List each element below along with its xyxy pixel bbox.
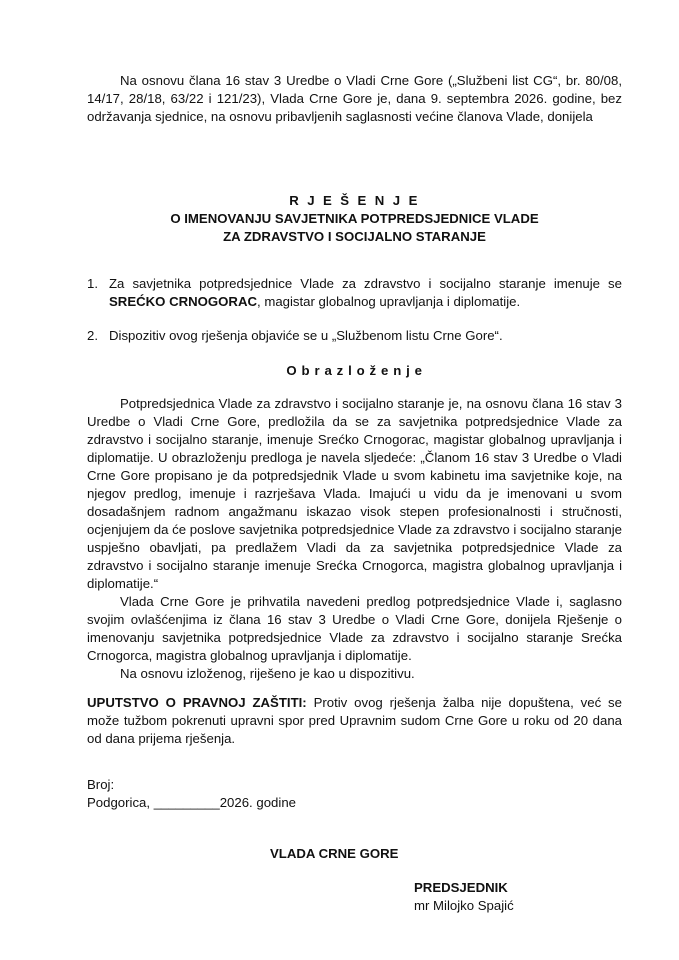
signatory-name: mr Milojko Spajić (414, 898, 514, 913)
legal-remedy (87, 694, 622, 748)
intro-paragraph (87, 72, 622, 126)
list-item-text-end: , magistar globalnog upravljanja i diplomatije. (257, 294, 521, 309)
government-signature: VLADA CRNE GORE (270, 846, 399, 861)
signatory-role: PREDSJEDNIK (414, 880, 508, 895)
reasoning-body (87, 395, 622, 683)
list-item-text: Za savjetnika potpredsjednice Vlade za zdravstvo i socijalno staranje imenuje se (109, 276, 622, 291)
disposition-list-2 (87, 327, 622, 345)
place-date: Podgorica, _________2026. godine (87, 795, 296, 810)
reasoning-paragraph: Na osnovu izloženog, riješeno je kao u dispozitivu. (120, 666, 415, 681)
document-title: R J E Š E N J E (289, 193, 420, 208)
document-subtitle-line2: ZA ZDRAVSTVO I SOCIJALNO STARANJE (223, 229, 486, 244)
appointee-name: SREĆKO CRNOGORAC (109, 294, 257, 309)
list-item-number: 1. (87, 276, 98, 291)
legal-remedy-label: UPUTSTVO O PRAVNOJ ZAŠTITI: (87, 695, 307, 710)
list-item (87, 327, 622, 345)
document-number: Broj: (87, 777, 115, 792)
reasoning-heading: O b r a z l o ž e n j e (286, 363, 423, 378)
reasoning-paragraph: Vlada Crne Gore je prihvatila navedeni predlog potpredsjednice Vlade i, saglasno svojim ovlašćenjima iz člana 16 stav 3 Uredbe o Vladi Crne Gore, donijela Rješenje o imenovanju savjetnika potpredsjednice Vlade za zdravstvo i socijalno staranje Srećka Crnogorca, magistra globalnog upravljanja i diplomatije. (87, 594, 622, 663)
list-item-number: 2. (87, 328, 98, 343)
disposition-list (87, 275, 622, 311)
list-item (87, 275, 622, 311)
legal-remedy-paragraph (87, 694, 622, 748)
reasoning-paragraph: Potpredsjednica Vlade za zdravstvo i socijalno staranje je, na osnovu člana 16 stav 3 Uredbe o Vladi Crne Gore, predložila da se za savjetnika potpredsjednice Vlade za zdravstvo i socijalno staranje, imenuje Srećko Crnogorac, magistar globalnog upravljanja i diplomatije. U obrazloženju predloga je navela sljedeće: „Članom 16 stav 3 Uredbe o Vladi Crne Gore propisano je da potpredsjednik Vlade u svom kabinetu ima savjetnike koje, na njegov predlog, imenuje i razrješava Vlada. Imajući u vidu da je imenovani u svom dosadašnjem radnom angažmanu iskazao visok stepen profesionalnosti i stručnosti, ocjenjujem da će poslove savjetnika potpredsjednice Vlade za zdravstvo i socijalno staranje uspješno obavljati, pa predlažem Vladi da za savjetnika potpredsjednice Vlade za zdravstvo i socijalno staranje imenuje Srećka Crnogorca, magistra globalnog upravljanja i diplomatije.“ (87, 396, 622, 591)
list-item-text: Dispozitiv ovog rješenja objaviće se u „Službenom listu Crne Gore“. (109, 328, 503, 343)
document-subtitle-line1: O IMENOVANJU SAVJETNIKA POTPREDSJEDNICE VLADE (170, 211, 539, 226)
intro-text: Na osnovu člana 16 stav 3 Uredbe o Vladi Crne Gore („Službeni list CG“, br. 80/08, 14/17, 28/18, 63/22 i 121/23), Vlada Crne Gore je, dana 9. septembra 2026. godine, bez održavanja sjednice, na osnovu pribavljenih saglasnosti većine članova Vlade, donijela (87, 73, 622, 124)
legal-remedy-text: Protiv ovog rješenja žalba nije dopuštena, već se može tužbom pokrenuti upravni spor pred Upravnim sudom Crne Gore u roku od 20 dana od dana prijema rješenja. (87, 695, 622, 746)
